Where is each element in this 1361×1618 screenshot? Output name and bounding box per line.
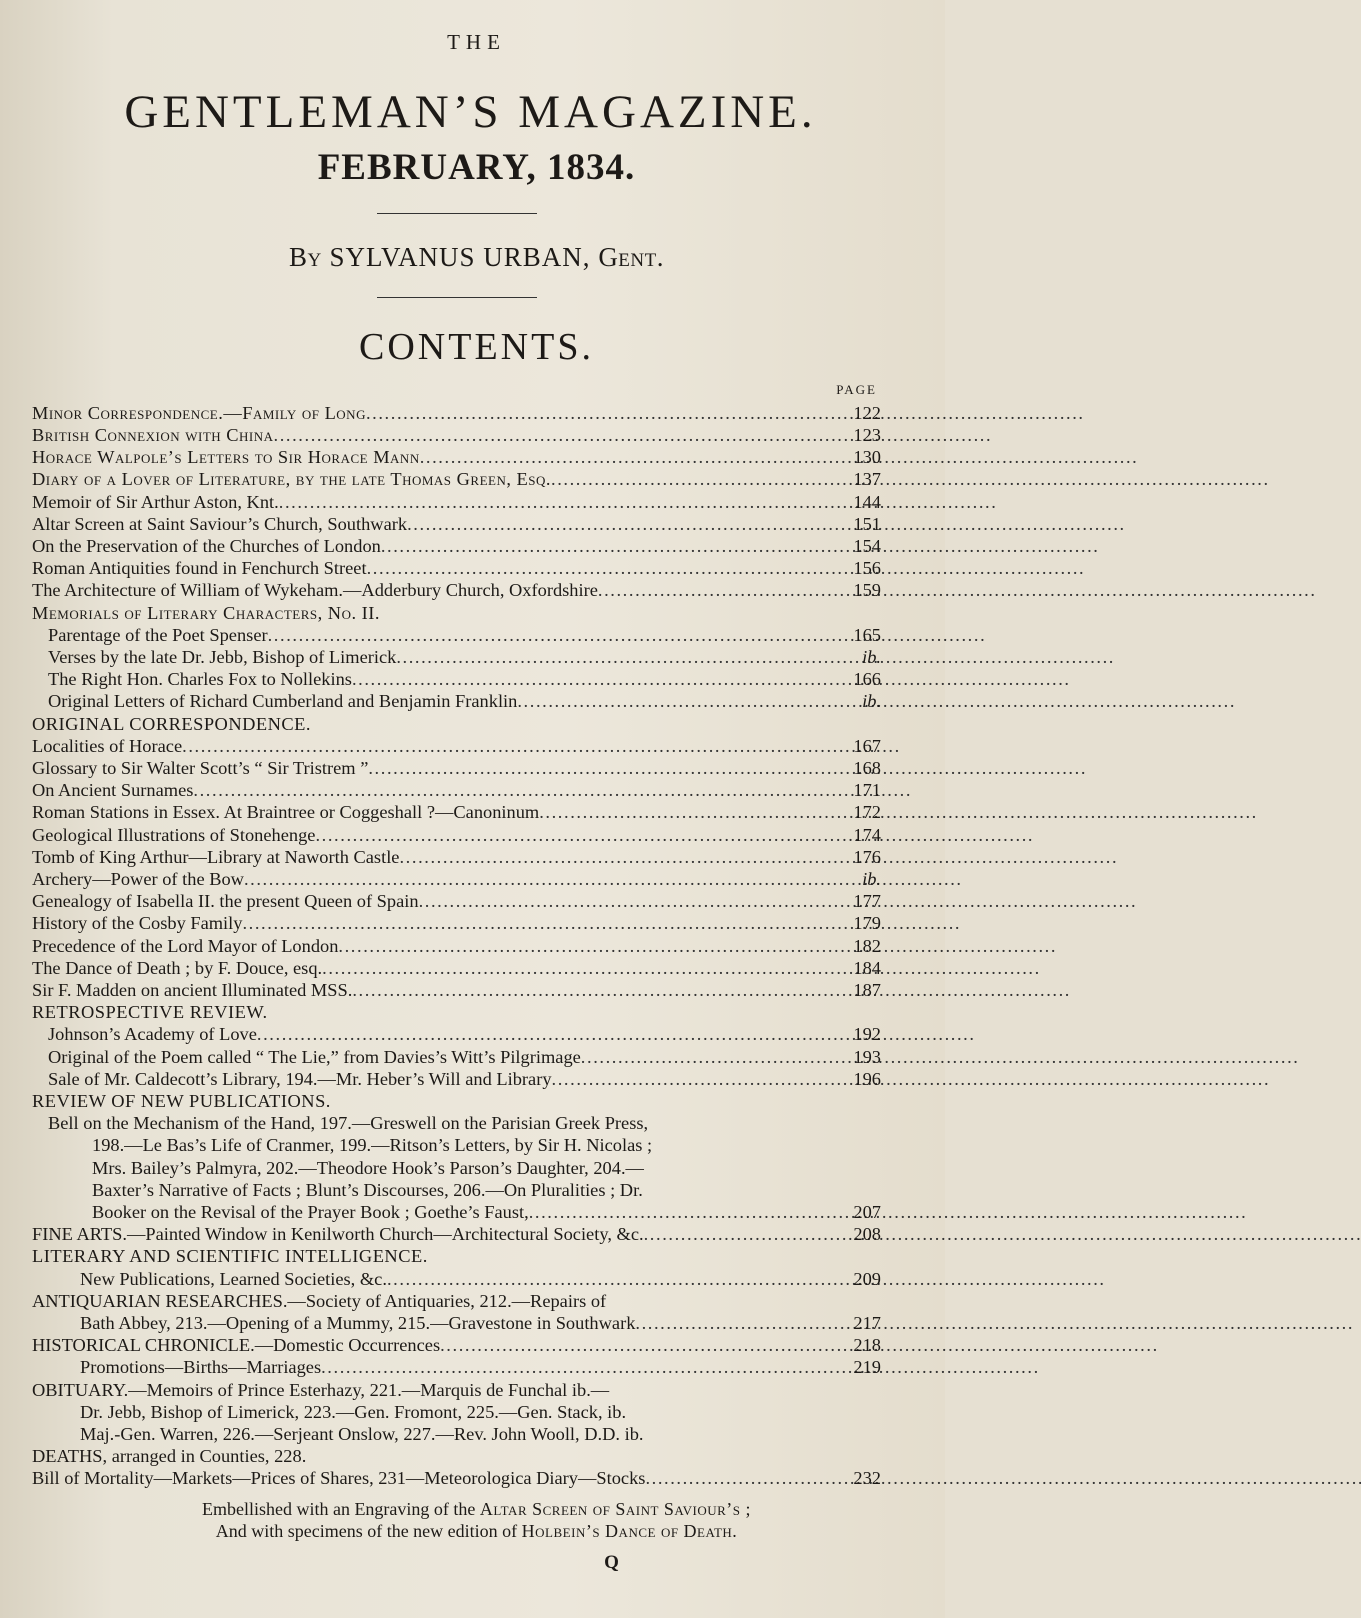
toc-leader-dots xyxy=(279,491,847,513)
toc-entry xyxy=(32,735,881,757)
toc-entry-title: HISTORICAL CHRONICLE.—Domestic Occurrences xyxy=(32,1335,441,1356)
table-of-contents xyxy=(32,402,881,1490)
toc-leader-dots xyxy=(193,779,847,801)
toc-leader-dots xyxy=(352,979,847,1001)
toc-entry-title: Tomb of King Arthur—Library at Naworth Castle xyxy=(32,846,400,867)
toc-entry xyxy=(32,446,881,468)
toc-entry xyxy=(32,868,881,890)
toc-leader-dots xyxy=(315,824,847,846)
toc-entry xyxy=(32,1090,881,1112)
toc-entry xyxy=(32,1179,881,1201)
toc-entry-title: 198.—Le Bas’s Life of Cranmer, 199.—Ritson’s Letters, by Sir H. Nicolas ; xyxy=(92,1135,653,1156)
toc-entry-title: Verses by the late Dr. Jebb, Bishop of Limerick xyxy=(48,646,397,667)
toc-entry-title: Memoir of Sir Arthur Aston, Knt. xyxy=(32,491,279,512)
page-column-heading: PAGE xyxy=(836,381,877,397)
toc-leader-dots xyxy=(539,801,847,823)
byline-name: SYLVANUS URBAN, xyxy=(329,241,591,272)
byline-prefix: By xyxy=(289,241,322,272)
toc-entry-title: RETROSPECTIVE REVIEW. xyxy=(32,1002,268,1023)
toc-entry-title: Mrs. Bailey’s Palmyra, 202.—Theodore Hook’s Parson’s Daughter, 204.— xyxy=(92,1157,644,1178)
toc-entry-page: 159 xyxy=(853,580,881,601)
toc-leader-dots xyxy=(399,846,847,868)
toc-leader-dots xyxy=(552,1068,847,1090)
toc-entry xyxy=(32,624,881,646)
toc-entry-page: 196 xyxy=(853,1068,881,1089)
toc-entry-title: DEATHS, arranged in Counties, 228. xyxy=(32,1446,307,1467)
toc-leader-dots xyxy=(367,557,847,579)
toc-leader-dots xyxy=(529,1201,847,1223)
toc-entry-page: 207 xyxy=(853,1202,881,1222)
toc-entry-page: 179 xyxy=(853,913,881,934)
toc-entry-title: Diary of a Lover of Literature, by the late Thomas Green, Esq. xyxy=(32,469,551,490)
toc-entry xyxy=(32,1356,881,1378)
toc-entry-title: Booker on the Revisal of the Prayer Book ; Goethe’s Faust, xyxy=(92,1202,529,1222)
toc-entry xyxy=(32,668,881,690)
toc-entry-title: Geological Illustrations of Stonehenge xyxy=(32,824,316,845)
toc-entry xyxy=(32,1312,881,1334)
toc-entry-title: Altar Screen at Saint Saviour’s Church, Southwark xyxy=(32,513,408,534)
toc-leader-dots xyxy=(551,468,847,490)
toc-entry-title: Sale of Mr. Caldecott’s Library, 194.—Mr. Heber’s Will and Library xyxy=(48,1068,552,1089)
toc-entry-title: Original Letters of Richard Cumberland and Benjamin Franklin xyxy=(48,691,518,712)
toc-entry xyxy=(32,890,881,912)
toc-leader-dots xyxy=(420,446,847,468)
toc-entry-title: LITERARY AND SCIENTIFIC INTELLIGENCE. xyxy=(32,1246,428,1267)
toc-entry-title: FINE ARTS.—Painted Window in Kenilworth Church—Architectural Society, &c. xyxy=(32,1224,644,1245)
toc-entry xyxy=(32,1423,881,1445)
divider-rule xyxy=(377,213,537,214)
toc-entry-title: Roman Stations in Essex. At Braintree or Coggeshall ?—Canoninum xyxy=(32,802,540,823)
toc-leader-dots xyxy=(368,757,847,779)
toc-entry xyxy=(32,424,881,446)
magazine-title: GENTLEMAN’S MAGAZINE. xyxy=(124,86,817,138)
byline xyxy=(72,242,881,273)
toc-leader-dots xyxy=(419,890,847,912)
toc-entry xyxy=(32,979,881,1001)
toc-leader-dots xyxy=(321,1356,847,1378)
toc-entry-page: 156 xyxy=(853,558,881,579)
toc-leader-dots xyxy=(352,668,847,690)
toc-entry-page: 171 xyxy=(853,780,881,801)
toc-entry-page: 232 xyxy=(853,1468,881,1489)
toc-entry-title: Sir F. Madden on ancient Illuminated MSS. xyxy=(32,979,353,1000)
toc-leader-dots xyxy=(581,1046,847,1068)
toc-entry-page: 154 xyxy=(853,535,881,556)
toc-entry-title: OBITUARY.—Memoirs of Prince Esterhazy, 221.—Marquis de Funchal ib.— xyxy=(32,1379,610,1400)
toc-entry xyxy=(32,690,881,712)
toc-entry xyxy=(32,757,881,779)
toc-entry xyxy=(32,402,881,424)
toc-entry-page: 208 xyxy=(853,1224,881,1245)
toc-entry xyxy=(32,824,881,846)
toc-leader-dots xyxy=(407,513,847,535)
toc-entry-title: Precedence of the Lord Mayor of London xyxy=(32,935,339,956)
toc-entry-page: 165 xyxy=(853,624,881,645)
toc-entry-page: 184 xyxy=(853,957,881,978)
toc-leader-dots xyxy=(381,535,847,557)
toc-entry-title: Horace Walpole’s Letters to Sir Horace Mann xyxy=(32,447,420,468)
toc-entry xyxy=(32,957,881,979)
toc-entry-page: 151 xyxy=(853,513,881,534)
toc-entry xyxy=(32,1157,881,1179)
issue-date: FEBRUARY, 1834. xyxy=(317,147,636,188)
toc-entry-title: Archery—Power of the Bow xyxy=(32,868,244,889)
toc-entry-title: ORIGINAL CORRESPONDENCE. xyxy=(32,713,312,734)
toc-entry xyxy=(32,1445,881,1467)
toc-leader-dots xyxy=(635,1312,847,1334)
toc-entry-title: New Publications, Learned Societies, &c. xyxy=(80,1268,387,1289)
toc-entry-page: 174 xyxy=(853,824,881,845)
toc-entry xyxy=(32,1201,881,1223)
toc-entry-title: Maj.-Gen. Warren, 226.—Serjeant Onslow, 227.—Rev. John Wooll, D.D. ib. xyxy=(80,1424,644,1445)
toc-entry xyxy=(32,779,881,801)
embellishment-line1-prefix: Embellished with an Engraving of the xyxy=(201,1498,476,1519)
toc-entry-page: 144 xyxy=(853,491,881,512)
toc-leader-dots xyxy=(387,1268,847,1290)
byline-suffix: Gent. xyxy=(598,241,664,272)
embellishment-note xyxy=(72,1498,881,1542)
toc-entry xyxy=(32,1134,881,1156)
toc-leader-dots xyxy=(244,868,847,890)
toc-entry xyxy=(32,1245,881,1267)
divider-rule xyxy=(377,297,537,298)
toc-entry-title: On the Preservation of the Churches of London xyxy=(32,535,381,556)
toc-leader-dots xyxy=(644,1223,847,1245)
toc-entry xyxy=(32,1046,881,1068)
toc-entry xyxy=(32,1068,881,1090)
toc-entry-page: 192 xyxy=(853,1024,881,1045)
toc-leader-dots xyxy=(440,1334,847,1356)
toc-entry-page: 122 xyxy=(853,402,881,423)
toc-leader-dots xyxy=(366,402,847,424)
toc-entry-page: 166 xyxy=(853,669,881,690)
toc-entry-page: ib. xyxy=(862,691,881,712)
embellishment-line2-title: Holbein’s Dance of Death. xyxy=(521,1520,738,1541)
toc-entry-title: On Ancient Surnames xyxy=(32,780,194,801)
toc-leader-dots xyxy=(274,424,847,446)
toc-entry-page: 168 xyxy=(853,757,881,778)
toc-entry-title: Minor Correspondence.—Family of Long xyxy=(32,402,366,423)
toc-entry-title: ANTIQUARIAN RESEARCHES.—Society of Antiquaries, 212.—Repairs of xyxy=(32,1290,607,1311)
toc-entry-title: The Right Hon. Charles Fox to Nollekins xyxy=(48,669,352,690)
toc-entry-page: 177 xyxy=(853,891,881,912)
toc-entry xyxy=(32,602,881,624)
toc-entry-page: 123 xyxy=(853,424,881,445)
toc-entry-page: 137 xyxy=(853,469,881,490)
toc-entry xyxy=(32,468,881,490)
toc-entry xyxy=(32,1379,881,1401)
toc-entry-title: Dr. Jebb, Bishop of Limerick, 223.—Gen. Fromont, 225.—Gen. Stack, ib. xyxy=(80,1401,627,1422)
header-the: THE xyxy=(447,30,506,54)
toc-leader-dots xyxy=(322,957,847,979)
toc-entry xyxy=(32,1112,881,1134)
toc-entry-title: Promotions—Births—Marriages xyxy=(80,1357,322,1378)
toc-entry xyxy=(32,535,881,557)
toc-entry xyxy=(32,1001,881,1023)
toc-entry-title: Localities of Horace xyxy=(32,735,183,756)
toc-entry xyxy=(32,1268,881,1290)
toc-entry-page: ib. xyxy=(862,868,881,889)
toc-leader-dots xyxy=(257,1023,847,1045)
toc-leader-dots xyxy=(182,735,847,757)
toc-entry xyxy=(32,1023,881,1045)
toc-leader-dots xyxy=(242,912,847,934)
contents-heading: CONTENTS. xyxy=(359,325,594,368)
toc-entry-title: Johnson’s Academy of Love xyxy=(48,1024,257,1045)
toc-leader-dots xyxy=(517,690,847,712)
toc-leader-dots xyxy=(396,646,847,668)
toc-entry-title: Memorials of Literary Characters, No. II. xyxy=(32,602,381,623)
toc-entry xyxy=(32,1401,881,1423)
toc-entry-title: Genealogy of Isabella II. the present Queen of Spain xyxy=(32,891,419,912)
toc-entry xyxy=(32,513,881,535)
toc-entry-title: Bell on the Mechanism of the Hand, 197.—Greswell on the Parisian Greek Press, xyxy=(48,1113,649,1134)
embellishment-line2-prefix: And with specimens of the new edition of xyxy=(215,1520,518,1541)
toc-entry-page: 218 xyxy=(853,1335,881,1356)
toc-leader-dots xyxy=(268,624,847,646)
toc-entry xyxy=(32,646,881,668)
toc-entry xyxy=(32,491,881,513)
toc-entry-title: Roman Antiquities found in Fenchurch Street xyxy=(32,558,367,579)
toc-entry xyxy=(32,912,881,934)
toc-entry-page: 130 xyxy=(853,447,881,468)
toc-entry-title: Original of the Poem called “ The Lie,” from Davies’s Witt’s Pilgrimage xyxy=(48,1046,581,1067)
toc-entry-title: Baxter’s Narrative of Facts ; Blunt’s Discourses, 206.—On Pluralities ; Dr. xyxy=(92,1179,643,1200)
toc-entry-page: 182 xyxy=(853,935,881,956)
toc-entry xyxy=(32,1223,881,1245)
toc-entry-title: History of the Cosby Family xyxy=(32,913,243,934)
toc-entry-title: Bill of Mortality—Markets—Prices of Shares, 231—Meteorologica Diary—Stocks xyxy=(32,1468,646,1489)
toc-entry xyxy=(32,935,881,957)
signature-mark: Q xyxy=(604,1551,619,1573)
toc-entry-title: Glossary to Sir Walter Scott’s “ Sir Tristrem ” xyxy=(32,757,369,778)
toc-entry xyxy=(32,1290,881,1312)
toc-entry-page: ib. xyxy=(862,646,881,667)
toc-entry xyxy=(32,846,881,868)
toc-entry-page: 217 xyxy=(853,1313,881,1334)
toc-entry-title: Bath Abbey, 213.—Opening of a Mummy, 215.—Gravestone in Southwark xyxy=(80,1313,636,1334)
toc-entry-title: British Connexion with China xyxy=(32,424,274,445)
toc-entry-title: Parentage of the Poet Spenser xyxy=(48,624,268,645)
toc-entry xyxy=(32,579,881,601)
toc-entry xyxy=(32,1334,881,1356)
toc-leader-dots xyxy=(598,579,847,601)
toc-entry-page: 219 xyxy=(853,1357,881,1378)
toc-entry-title: The Architecture of William of Wykeham.—Adderbury Church, Oxfordshire xyxy=(32,580,598,601)
embellishment-line1-title: Altar Screen of Saint Saviour’s ; xyxy=(479,1498,752,1519)
toc-entry-page: 193 xyxy=(853,1046,881,1067)
toc-entry-page: 187 xyxy=(853,979,881,1000)
toc-entry-page: 176 xyxy=(853,846,881,867)
toc-entry-page: 172 xyxy=(853,802,881,823)
toc-entry-title: REVIEW OF NEW PUBLICATIONS. xyxy=(32,1090,331,1111)
toc-entry-page: 209 xyxy=(853,1268,881,1289)
toc-leader-dots xyxy=(645,1467,847,1489)
toc-entry xyxy=(32,801,881,823)
toc-entry xyxy=(32,557,881,579)
toc-entry xyxy=(32,713,881,735)
toc-entry xyxy=(32,1467,881,1489)
toc-leader-dots xyxy=(338,935,847,957)
toc-entry-page: 167 xyxy=(853,735,881,756)
toc-entry-title: The Dance of Death ; by F. Douce, esq. xyxy=(32,957,323,978)
